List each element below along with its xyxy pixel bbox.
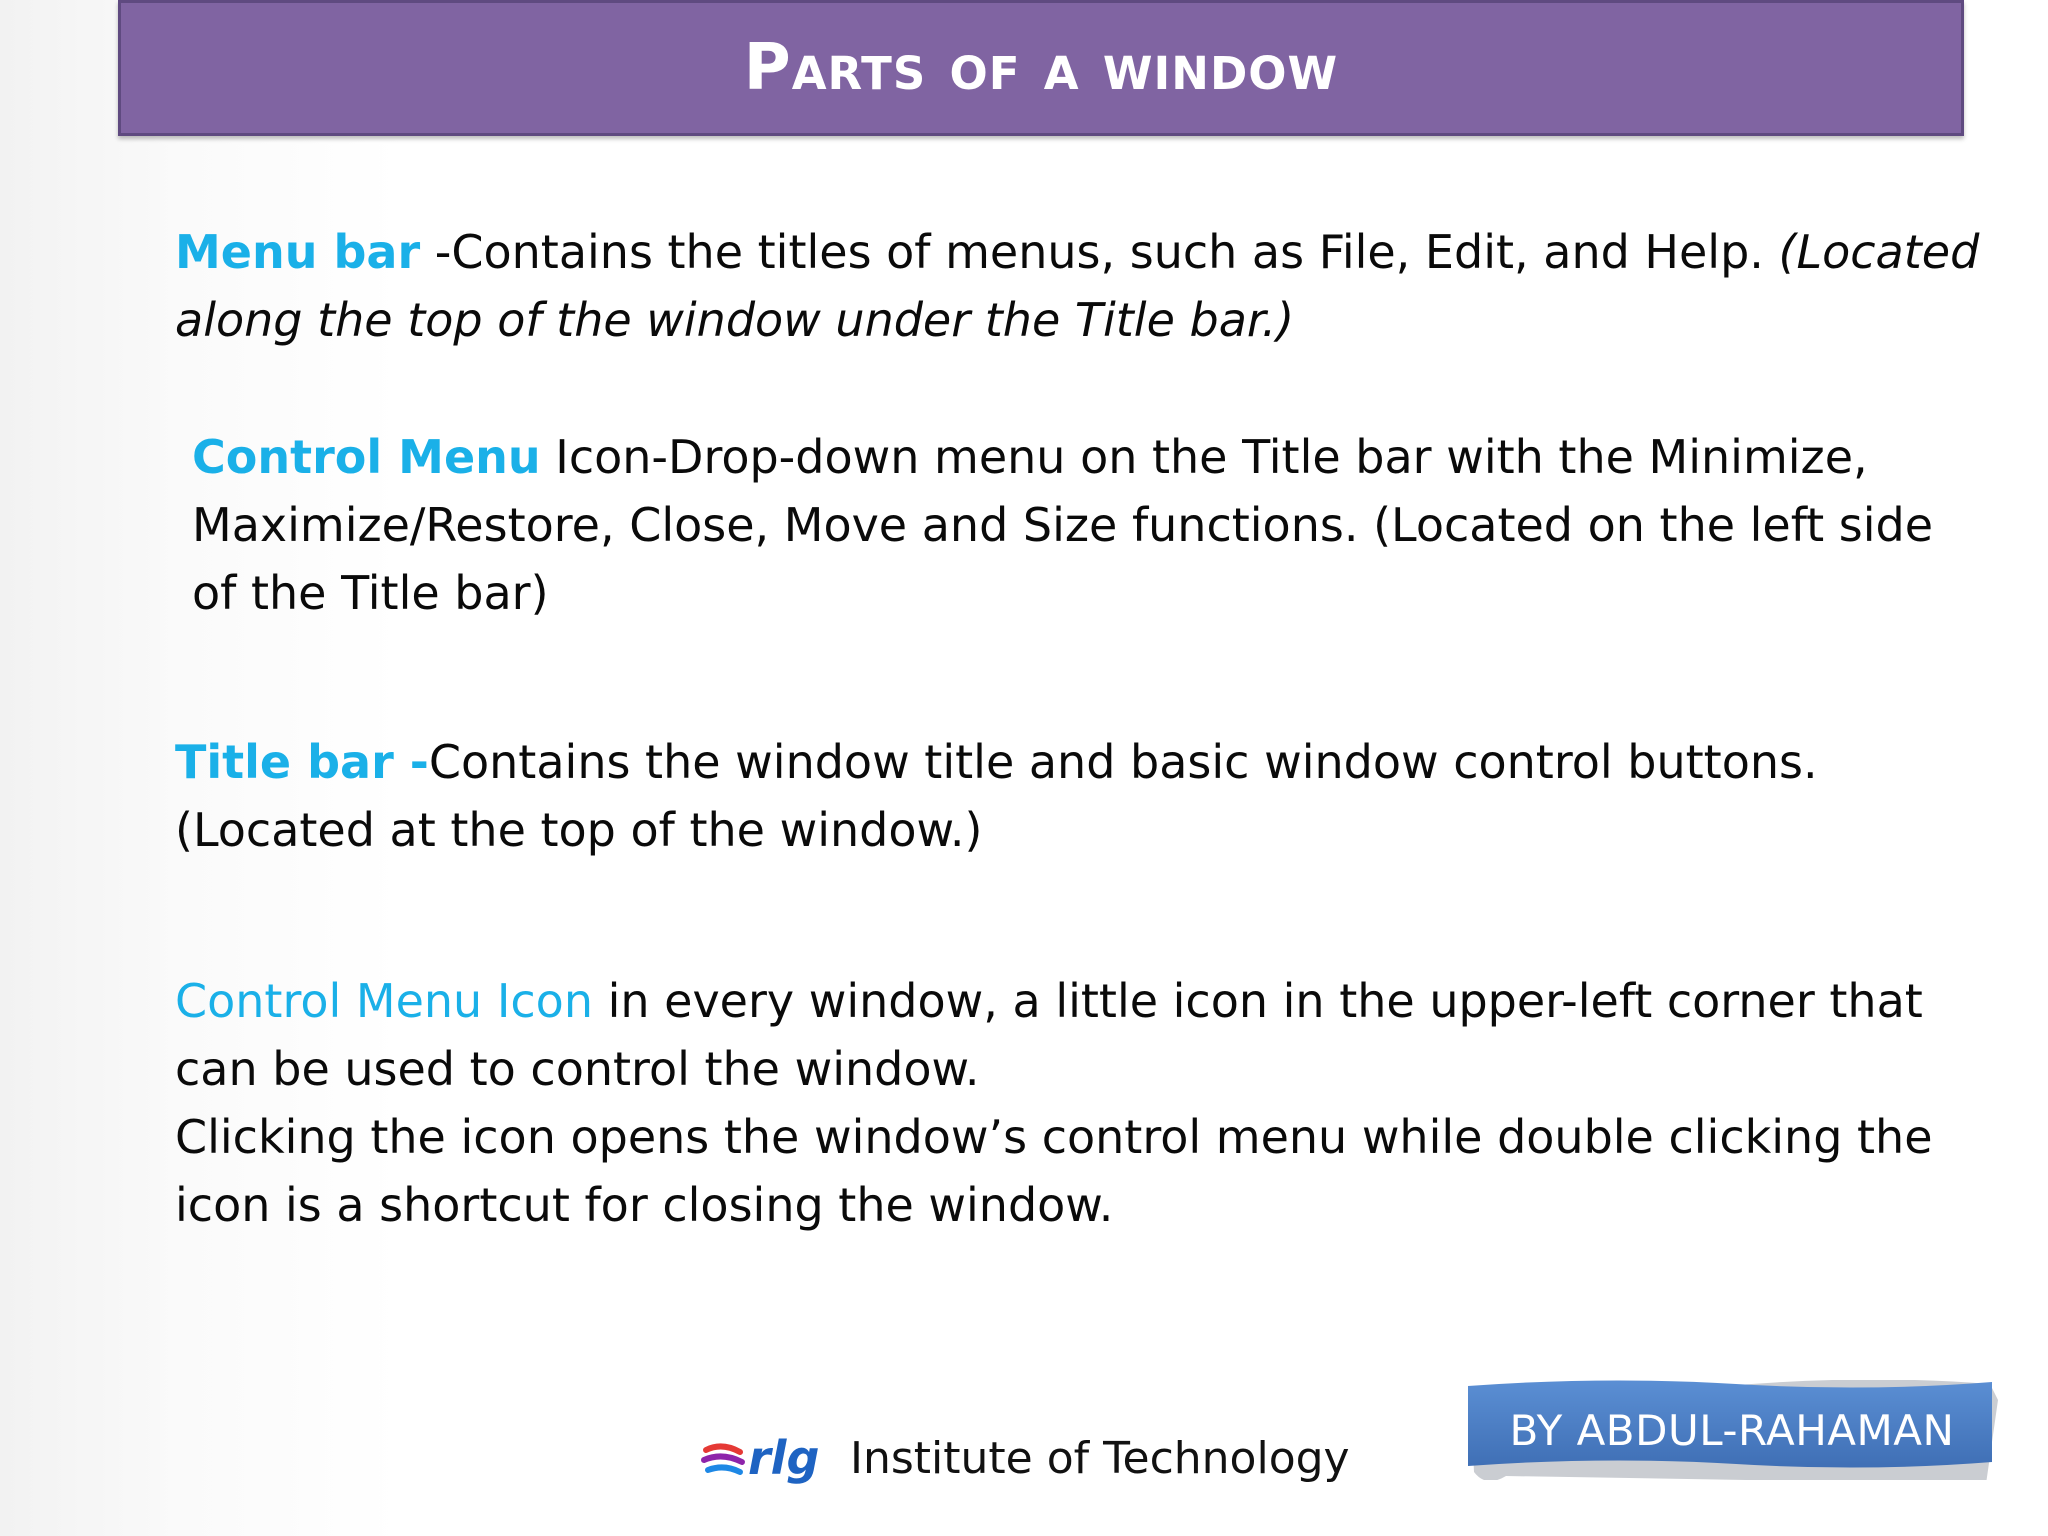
control-menu-text-line1: Icon-Drop-down menu on the Title bar with the Minimize, [540, 430, 1868, 484]
control-menu-icon-text-line4: icon is a shortcut for closing the window. [175, 1178, 1114, 1232]
control-menu-icon-text-line3: Clicking the icon opens the window’s control menu while double clicking the [175, 1110, 1933, 1164]
title-bar-text-line2: (Located at the top of the window.) [175, 803, 983, 857]
menu-bar-location: (Located [1778, 225, 1980, 279]
logo-text: rlg [748, 1431, 820, 1485]
control-menu-icon-text-line2: can be used to control the window. [175, 1042, 980, 1096]
footer-institute: Institute of Technology [850, 1432, 1350, 1484]
term-title-bar: Title bar - [175, 735, 429, 789]
author-banner [1466, 1380, 1998, 1480]
control-menu-text-line3: of the Title bar) [192, 566, 549, 620]
footer-logo [700, 1428, 1350, 1488]
paragraph-control-menu-icon [175, 967, 1933, 1239]
control-menu-icon-text-line1: in every window, a little icon in the upper-left corner that [592, 974, 1923, 1028]
paragraph-control-menu [192, 423, 1933, 627]
paragraph-menu-bar [175, 218, 1979, 354]
paragraph-title-bar [175, 728, 1818, 864]
menu-bar-location-cont: along the top of the window under the Title bar.) [175, 293, 1295, 347]
control-menu-text-line2: Maximize/Restore, Close, Move and Size functions. (Located on the left side [192, 498, 1934, 552]
author-name: BY ABDUL-RAHAMAN [1509, 1405, 1955, 1455]
slide-title-bar [118, 0, 1964, 136]
term-control-menu: Control Menu [192, 430, 541, 484]
rlg-logo-icon [700, 1428, 840, 1488]
title-bar-text-line1: Contains the window title and basic window control buttons. [428, 735, 1818, 789]
slide-title: Parts of a window [743, 31, 1339, 105]
menu-bar-text: -Contains the titles of menus, such as File, Edit, and Help. [420, 225, 1779, 279]
term-menu-bar: Menu bar [175, 225, 421, 279]
term-control-menu-icon: Control Menu Icon [175, 974, 593, 1028]
